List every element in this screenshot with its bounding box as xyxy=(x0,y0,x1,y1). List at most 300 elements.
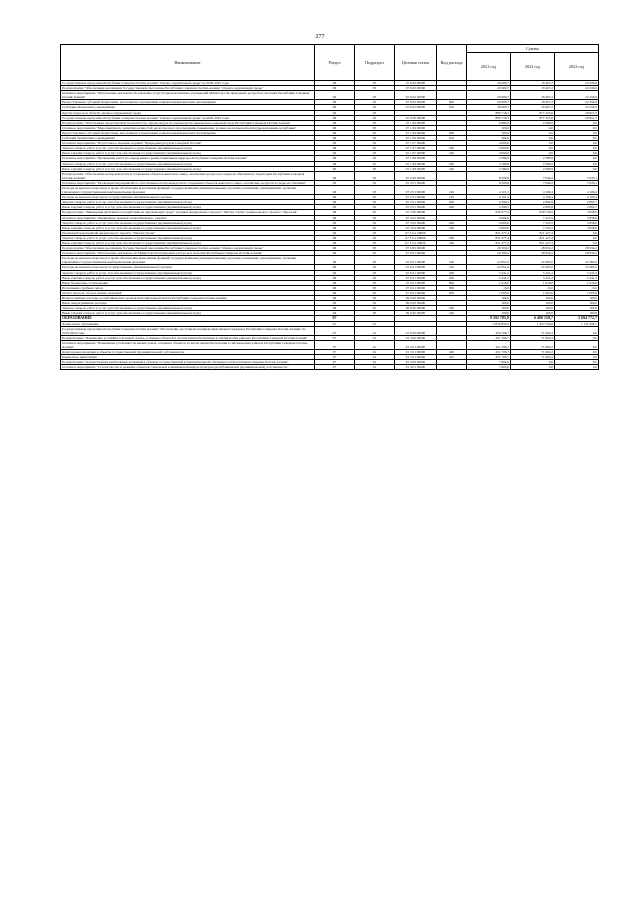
row-name: Основное мероприятие "Строительство и развитие объектов социальной и инженерной инфраструктуры республиканской (муниципальной) собственности" xyxy=(61,365,315,370)
row-2022: 2 589,9 xyxy=(511,120,555,125)
row-target: 07 1 06 00000 xyxy=(395,130,437,135)
row-2022: 4 166,4 xyxy=(511,195,555,200)
row-2022: 1 005,0 xyxy=(511,290,555,295)
row-target: 07 6 01 00000 xyxy=(395,285,437,290)
row-2021: 831 477,4 xyxy=(467,235,511,240)
row-2022: 100,0 xyxy=(511,301,555,306)
row-2023: 0,0 xyxy=(555,340,599,349)
row-name: Подпрограмма "Обеспечение реализации Государственной программы Республики Северная Осетия-Алания "Охрана окружающей среды" xyxy=(61,246,315,251)
row-razdel: 06 xyxy=(315,225,355,230)
row-name: Исполнение судебных актов xyxy=(61,285,315,290)
row-razdel: 07 xyxy=(315,316,355,321)
row-razdel: 06 xyxy=(315,105,355,110)
row-2021: 1 018,0 xyxy=(467,280,511,285)
row-vid: 610 xyxy=(437,105,467,110)
row-razdel: 06 xyxy=(315,241,355,246)
row-vid: 400 xyxy=(437,350,467,355)
row-vid: 200 xyxy=(437,200,467,205)
row-2022: 821 427,4 xyxy=(511,230,555,235)
row-target: 07 3 02 00000 xyxy=(395,215,437,220)
row-2022: 7 323,5 xyxy=(511,215,555,220)
row-target: 07 1 06 00000 xyxy=(395,125,437,130)
row-razdel: 06 xyxy=(315,285,355,290)
row-target: 99 9 00 00000 xyxy=(395,311,437,316)
row-name: Расходы на выплаты персоналу в целях обеспечения выполнения функций государственными (муниципальными) органами, казенными учреждениями, органами управления государственными внебюджетными фондами xyxy=(61,185,315,194)
row-2022: 0,0 xyxy=(511,146,555,151)
row-name: Иные закупки товаров, работ и услуг для обеспечения государственных (муниципальных) нужд xyxy=(61,311,315,316)
row-target: 01 0 00 00000 xyxy=(395,326,437,335)
row-name: Закупка товаров, работ и услуг для обеспечения государственных (муниципальных) нужд xyxy=(61,200,315,205)
row-razdel: 06 xyxy=(315,301,355,306)
page-number: 277 xyxy=(315,34,325,40)
row-2023: 0,0 xyxy=(555,350,599,355)
row-name: Предоставление субсидий бюджетным, автономным учреждениям и иным некоммерческим организациям xyxy=(61,100,315,105)
row-2021: 880 718,3 xyxy=(467,110,511,115)
header-2021: 2021 год xyxy=(467,53,511,81)
row-target: 07 1 07 00000 xyxy=(395,141,437,146)
row-2021: 4 399,5 xyxy=(467,205,511,210)
row-target: 07 3 02 00000 xyxy=(395,220,437,225)
row-vid xyxy=(437,91,467,100)
row-target: 07 6 01 00000 xyxy=(395,280,437,285)
row-target: 07 1 08 00000 xyxy=(395,166,437,171)
row-2023: 0,0 xyxy=(555,365,599,370)
row-vid: 120 xyxy=(437,195,467,200)
row-podrazdel: 05 xyxy=(355,241,395,246)
row-2021: 26 909,7 xyxy=(467,100,511,105)
row-target: 07 3 G1 00000 xyxy=(395,241,437,246)
row-2023: 22 485,0 xyxy=(555,265,599,270)
row-2022: 0,0 xyxy=(511,365,555,370)
row-name: Основное мероприятие "Подготовка к изданию издания "Природные ресурсы Северной Осетии" xyxy=(61,141,315,146)
row-2022: 0,0 xyxy=(511,125,555,130)
row-2023: 0,0 xyxy=(555,151,599,156)
row-target: 07 6 00 00000 xyxy=(395,86,437,91)
row-name: Расходы на выплаты персоналу государственных (муниципальных) органов xyxy=(61,265,315,270)
row-target: 07 2 01 00000 xyxy=(395,205,437,210)
row-2021: 13,0 xyxy=(467,285,511,290)
row-2022: 2 589,9 xyxy=(511,166,555,171)
table-row xyxy=(61,185,599,194)
row-podrazdel: 05 xyxy=(355,195,395,200)
row-podrazdel: 01 xyxy=(355,350,395,355)
row-razdel: 06 xyxy=(315,130,355,135)
row-2021: 4 399,5 xyxy=(467,200,511,205)
row-podrazdel: 05 xyxy=(355,296,395,301)
row-podrazdel: 05 xyxy=(355,205,395,210)
row-2022: 71 692,2 xyxy=(511,340,555,349)
row-razdel: 06 xyxy=(315,146,355,151)
row-razdel: 06 xyxy=(315,200,355,205)
row-2021: 300,0 xyxy=(467,136,511,141)
row-razdel: 06 xyxy=(315,141,355,146)
row-2022: 28 934,2 xyxy=(511,251,555,256)
row-razdel: 06 xyxy=(315,251,355,256)
row-razdel: 06 xyxy=(315,215,355,220)
row-target: 01 4 00 00000 xyxy=(395,360,437,365)
row-2021: 5 431,2 xyxy=(467,270,511,275)
row-2023: 0,0 xyxy=(555,335,599,340)
row-2021: 451 706,7 xyxy=(467,355,511,360)
row-target: 07 1 07 00000 xyxy=(395,146,437,151)
row-vid: 240 xyxy=(437,311,467,316)
row-2023: 0,0 xyxy=(555,355,599,360)
row-2023: 0,0 xyxy=(555,125,599,130)
row-2021: 2 859 859,2 xyxy=(467,321,511,326)
row-2021: 451 706,7 xyxy=(467,350,511,355)
row-razdel: 06 xyxy=(315,81,355,86)
row-2022: 71 692,2 xyxy=(511,350,555,355)
row-name: Закупка товаров, работ и услуг для обеспечения государственных (муниципальных) нужд xyxy=(61,235,315,240)
row-podrazdel: 05 xyxy=(355,105,395,110)
row-razdel: 07 xyxy=(315,355,355,360)
row-2023: 100,0 xyxy=(555,306,599,311)
table-row xyxy=(61,326,599,335)
row-razdel: 06 xyxy=(315,185,355,194)
row-2022: 22 485,0 xyxy=(511,265,555,270)
row-podrazdel: 05 xyxy=(355,251,395,256)
row-2022: 0,0 xyxy=(511,151,555,156)
row-target: 07 1 06 00000 xyxy=(395,136,437,141)
row-name: Основное мероприятие "Реализация мероприятий по обеспечению воспроизводства и сохранения объектов животного мира, охотничьих ресурсов и среды их обитания" xyxy=(61,180,315,185)
row-podrazdel: 05 xyxy=(355,301,395,306)
row-2021: 100,0 xyxy=(467,301,511,306)
row-2022: 18 467,2 xyxy=(511,81,555,86)
row-podrazdel: 05 xyxy=(355,151,395,156)
row-2021: 4 000,0 xyxy=(467,141,511,146)
row-2022: 0,0 xyxy=(511,130,555,135)
row-2023: 0,0 xyxy=(555,360,599,365)
row-2021: 26 909,7 xyxy=(467,81,511,86)
row-2023: 0,0 xyxy=(555,156,599,161)
row-razdel: 06 xyxy=(315,120,355,125)
row-name: ОБРАЗОВАНИЕ xyxy=(61,316,315,321)
row-2022: 821 427,4 xyxy=(511,235,555,240)
table-row xyxy=(61,171,599,180)
row-2021: 451 706,7 xyxy=(467,340,511,349)
row-name: Реализация мероприятий федерального проекта "Чистая страна" xyxy=(61,230,315,235)
row-2022: 7 323,5 xyxy=(511,220,555,225)
row-target: 01 3 01 00000 xyxy=(395,350,437,355)
row-podrazdel: 05 xyxy=(355,130,395,135)
row-razdel: 06 xyxy=(315,91,355,100)
row-2021: 831 477,4 xyxy=(467,241,511,246)
table-header xyxy=(61,45,599,81)
row-2022: 7 049,2 xyxy=(511,180,555,185)
row-2022: 13,0 xyxy=(511,285,555,290)
row-podrazdel: 05 xyxy=(355,171,395,180)
row-podrazdel: 05 xyxy=(355,220,395,225)
row-podrazdel: 05 xyxy=(355,136,395,141)
row-razdel: 06 xyxy=(315,161,355,166)
row-target: 07 6 01 00000 xyxy=(395,275,437,280)
row-2022: 2 882,8 xyxy=(511,205,555,210)
row-2023: 0,0 xyxy=(555,130,599,135)
row-target: 07 3 G1 00000 xyxy=(395,230,437,235)
row-vid: 850 xyxy=(437,290,467,295)
row-podrazdel: 05 xyxy=(355,290,395,295)
row-name: Основное мероприятие "Обеспечение деятельности (оказание услуг) подведомственных учреждений Министерства природных ресурсов и экологии Республики Северная Осетия-Алания" xyxy=(61,91,315,100)
row-target: 07 2 01 00000 xyxy=(395,195,437,200)
table-row xyxy=(61,340,599,349)
row-2023: 28 934,2 xyxy=(555,246,599,251)
row-razdel: 06 xyxy=(315,220,355,225)
row-2022: 100,0 xyxy=(511,296,555,301)
header-vid: Вид расхода xyxy=(437,45,467,81)
row-2023: 1 147 998,7 xyxy=(555,321,599,326)
row-2022: 5 431,2 xyxy=(511,275,555,280)
row-razdel: 07 xyxy=(315,340,355,349)
row-2023: 0,0 xyxy=(555,230,599,235)
row-target: 99 9 00 00000 xyxy=(395,301,437,306)
row-target: 99 9 00 00000 xyxy=(395,306,437,311)
row-razdel: 06 xyxy=(315,235,355,240)
row-podrazdel: 05 xyxy=(355,280,395,285)
row-2022: 1 297 556,8 xyxy=(511,321,555,326)
row-2023: 7 029,1 xyxy=(555,171,599,180)
row-2023: 7 029,1 xyxy=(555,180,599,185)
row-name: Государственная программа Республики Северная Осетия-Алания "Охрана окружающей среды" на 2020-2025 годы xyxy=(61,115,315,120)
row-2021: 4 000,0 xyxy=(467,146,511,151)
table-row xyxy=(61,365,599,370)
row-target: 07 2 01 00000 xyxy=(395,180,437,185)
row-2023: 22 436,9 xyxy=(555,100,599,105)
row-2023: 0,0 xyxy=(555,120,599,125)
row-2021: 2 589,9 xyxy=(467,166,511,171)
row-target: 07 0 00 00000 xyxy=(395,115,437,120)
row-2023: 2 862,7 xyxy=(555,205,599,210)
row-razdel: 06 xyxy=(315,205,355,210)
row-podrazdel: 05 xyxy=(355,115,395,120)
row-2021: 2 589,9 xyxy=(467,161,511,166)
row-2023: 22 436,9 xyxy=(555,91,599,100)
table-body xyxy=(61,81,599,370)
row-2023: 22 436,9 xyxy=(555,81,599,86)
row-name: Закупка товаров, работ и услуг для обеспечения государственных (муниципальных) нужд xyxy=(61,270,315,275)
row-name: Закупка товаров, работ и услуг для обеспечения государственных (муниципальных) нужд xyxy=(61,306,315,311)
header-razdel: Раздел xyxy=(315,45,355,81)
row-vid: 200 xyxy=(437,235,467,240)
row-razdel: 06 xyxy=(315,86,355,91)
row-razdel: 06 xyxy=(315,195,355,200)
row-vid: 240 xyxy=(437,205,467,210)
row-vid: 100 xyxy=(437,256,467,265)
row-2023: 5 431,2 xyxy=(555,270,599,275)
row-target: 01 3 01 00000 xyxy=(395,340,437,349)
row-razdel: 06 xyxy=(315,136,355,141)
row-vid: 200 xyxy=(437,306,467,311)
row-razdel: 06 xyxy=(315,280,355,285)
row-podrazdel: 05 xyxy=(355,210,395,215)
row-name: Подпрограмма "Обеспечение реализации Государственной программы Республики Северная Осетия-Алания "Охрана окружающей среды" xyxy=(61,86,315,91)
row-razdel: 06 xyxy=(315,275,355,280)
row-2023: 3 858,0 xyxy=(555,225,599,230)
row-podrazdel: 05 xyxy=(355,156,395,161)
row-2023: 29 821,3 xyxy=(555,115,599,120)
row-name: Основное мероприятие "Проведение работ по определению границ памятников природы Республики Северная Осетия-Алания" xyxy=(61,156,315,161)
row-podrazdel: 05 xyxy=(355,120,395,125)
row-2023: 0,0 xyxy=(555,166,599,171)
row-target: 01 4 01 00000 xyxy=(395,365,437,370)
row-podrazdel: 05 xyxy=(355,270,395,275)
row-podrazdel: 05 xyxy=(355,246,395,251)
row-2021: 5 431,2 xyxy=(467,275,511,280)
row-2022: 5 431,2 xyxy=(511,270,555,275)
row-2023: 22 436,9 xyxy=(555,86,599,91)
row-2023: 5 431,2 xyxy=(555,275,599,280)
row-podrazdel: 01 xyxy=(355,326,395,335)
row-razdel: 06 xyxy=(315,125,355,130)
row-2021: 26 909,7 xyxy=(467,86,511,91)
header-target: Целевая статья xyxy=(395,45,437,81)
row-name: Непрограммные расходы республиканских органов исполнительной власти Республики Северная Осетия-Алания xyxy=(61,296,315,301)
row-razdel: 06 xyxy=(315,100,355,105)
row-razdel: 06 xyxy=(315,290,355,295)
row-2023: 2 862,7 xyxy=(555,200,599,205)
header-2022: 2022 год xyxy=(511,53,555,81)
row-name: Иные закупки товаров, работ и услуг для обеспечения государственных (муниципальных) нужд xyxy=(61,205,315,210)
row-podrazdel: 05 xyxy=(355,285,395,290)
row-name: Иные закупки товаров, работ и услуг для обеспечения государственных (муниципальных) нужд xyxy=(61,241,315,246)
row-2021: 29 300,2 xyxy=(467,251,511,256)
row-podrazdel: 05 xyxy=(355,100,395,105)
row-razdel: 06 xyxy=(315,256,355,265)
row-target: 07 6 01 00000 xyxy=(395,256,437,265)
row-2022: 71 692,2 xyxy=(511,355,555,360)
row-2023: 22 436,9 xyxy=(555,105,599,110)
row-name: Бюджетные инвестиции xyxy=(61,355,315,360)
row-name: Государственная программа Республики Северная Осетия-Алания "Обеспечение доступным и комфортным жильем граждан в Республике Северная Осетия-Алания" на 2016-2024 годы xyxy=(61,326,315,335)
row-2022: 6 480 159,7 xyxy=(511,316,555,321)
row-vid: 830 xyxy=(437,285,467,290)
row-2023: 0,0 xyxy=(555,326,599,335)
row-podrazdel: 05 xyxy=(355,110,395,115)
row-razdel: 06 xyxy=(315,306,355,311)
row-razdel: 06 xyxy=(315,210,355,215)
row-vid: 120 xyxy=(437,265,467,270)
row-razdel: 07 xyxy=(315,365,355,370)
row-2021: 22 851,0 xyxy=(467,265,511,270)
row-2021: 2 589,9 xyxy=(467,156,511,161)
row-2021: 459 706,7 xyxy=(467,326,511,335)
row-razdel: 07 xyxy=(315,350,355,355)
row-2022: 7 049,2 xyxy=(511,171,555,180)
row-2021: 300,0 xyxy=(467,130,511,135)
row-vid: 240 xyxy=(437,275,467,280)
row-razdel: 06 xyxy=(315,270,355,275)
row-razdel: 06 xyxy=(315,296,355,301)
row-2021: 8 500,8 xyxy=(467,180,511,185)
row-vid: 200 xyxy=(437,146,467,151)
row-name: Основное мероприятие "Ликвидация тракового накопительного ущерба" xyxy=(61,215,315,220)
row-name: Закупка товаров, работ и услуг для обеспечения государственных (муниципальных) нужд xyxy=(61,161,315,166)
row-razdel: 07 xyxy=(315,321,355,326)
row-vid: 610 xyxy=(437,136,467,141)
row-2022: 821 427,4 xyxy=(511,241,555,246)
row-target: 07 6 01 00000 xyxy=(395,251,437,256)
row-2022: 0,0 xyxy=(511,141,555,146)
row-name: Подпрограмма "Обеспечение воспроизводства и сохранения объектов животного мира, охотничьих ресурсов и среды их обитания на территории Республики Северная Осетия-Алания" xyxy=(61,171,315,180)
row-2022: 828 750,9 xyxy=(511,210,555,215)
row-2023: 0,0 xyxy=(555,241,599,246)
row-target: 07 6 02 00000 xyxy=(395,100,437,105)
row-name: Закупка товаров, работ и услуг для обеспечения государственных (муниципальных) нужд xyxy=(61,146,315,151)
row-target: 07 2 01 00000 xyxy=(395,185,437,194)
row-2023: 29 821,3 xyxy=(555,110,599,115)
row-target: 07 2 00 00000 xyxy=(395,171,437,180)
row-razdel: 06 xyxy=(315,180,355,185)
row-target: 01 3 01 00000 xyxy=(395,355,437,360)
row-2023: 1 005,0 xyxy=(555,290,599,295)
row-target: 07 6 02 00000 xyxy=(395,91,437,100)
row-vid: 240 xyxy=(437,151,467,156)
row-podrazdel: 05 xyxy=(355,265,395,270)
row-target: 07 1 07 00000 xyxy=(395,151,437,156)
row-2023: 3 858,0 xyxy=(555,210,599,215)
row-vid: 240 xyxy=(437,241,467,246)
row-2023: 28 934,2 xyxy=(555,251,599,256)
row-name: Капитальные вложения в объекты государственной (муниципальной) собственности xyxy=(61,350,315,355)
row-razdel: 06 xyxy=(315,110,355,115)
row-vid: 200 xyxy=(437,270,467,275)
row-name: Расходы на выплаты персоналу государственных (муниципальных) органов xyxy=(61,195,315,200)
row-2022: 28 934,2 xyxy=(511,246,555,251)
row-vid: 240 xyxy=(437,166,467,171)
row-2023: 0,0 xyxy=(555,136,599,141)
row-podrazdel: 01 xyxy=(355,360,395,365)
row-2021: 836 077,4 xyxy=(467,210,511,215)
row-2022: 877 323,6 xyxy=(511,115,555,120)
row-razdel: 06 xyxy=(315,151,355,156)
row-2021: 451 706,7 xyxy=(467,335,511,340)
row-razdel: 06 xyxy=(315,171,355,180)
row-2021: 29 300,2 xyxy=(467,246,511,251)
row-name: Иные закупки товаров, работ и услуг для обеспечения государственных (муниципальных) нужд xyxy=(61,275,315,280)
row-target: 07 6 02 00000 xyxy=(395,105,437,110)
row-target: 07 1 08 00000 xyxy=(395,161,437,166)
row-vid xyxy=(437,365,467,370)
row-2023: 0,0 xyxy=(555,146,599,151)
row-podrazdel: 01 xyxy=(355,335,395,340)
row-2021: 4 600,0 xyxy=(467,220,511,225)
row-podrazdel: 05 xyxy=(355,306,395,311)
row-name: Закупка товаров, работ и услуг для обеспечения государственных (муниципальных) нужд xyxy=(61,220,315,225)
row-2021: 831 477,4 xyxy=(467,230,511,235)
row-vid: 600 xyxy=(437,130,467,135)
row-target: 07 6 01 00000 xyxy=(395,265,437,270)
row-razdel: 06 xyxy=(315,311,355,316)
row-name: Иные закупки товаров, работ и услуг для обеспечения государственных (муниципальных) нужд xyxy=(61,225,315,230)
row-podrazdel: 05 xyxy=(355,200,395,205)
row-2022: 1 018,0 xyxy=(511,280,555,285)
row-target: 07 1 00 00000 xyxy=(395,120,437,125)
row-podrazdel: 01 xyxy=(355,321,395,326)
row-target: 07 6 00 00000 xyxy=(395,246,437,251)
row-name: Дошкольное образование xyxy=(61,321,315,326)
row-2021: 1 005,0 xyxy=(467,290,511,295)
row-2022: 0,0 xyxy=(511,360,555,365)
row-vid: 240 xyxy=(437,225,467,230)
row-2023: 13,0 xyxy=(555,285,599,290)
table-row xyxy=(61,91,599,100)
row-podrazdel: 05 xyxy=(355,141,395,146)
row-target: 07 0 00 00000 xyxy=(395,81,437,86)
row-podrazdel: 05 xyxy=(355,311,395,316)
row-2022: 7 323,5 xyxy=(511,225,555,230)
row-2021: 100,0 xyxy=(467,311,511,316)
row-target: 07 3 G1 00000 xyxy=(395,235,437,240)
row-2022: 4 166,4 xyxy=(511,185,555,194)
